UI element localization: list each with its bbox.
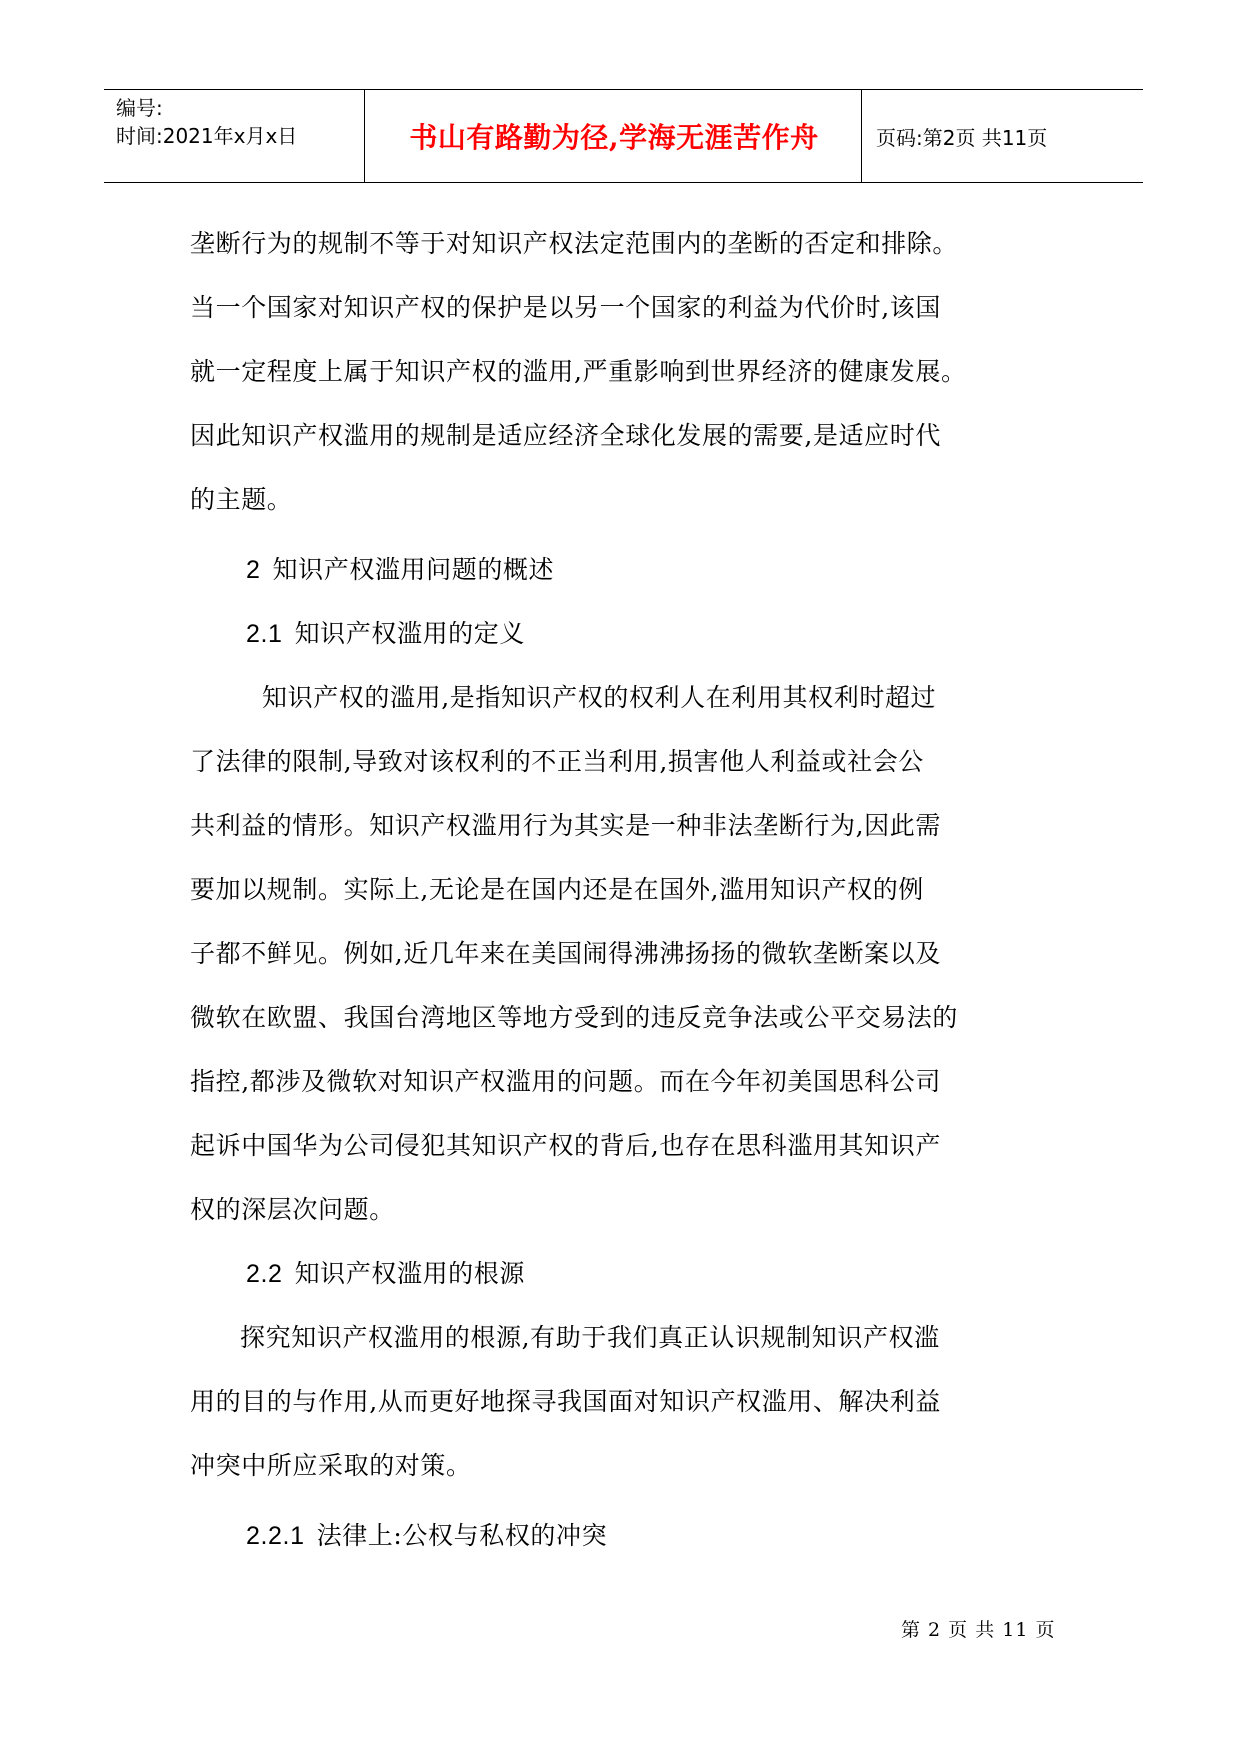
text-line: 要加以规制。实际上,无论是在国内还是在国外,滥用知识产权的例	[190, 875, 924, 904]
header-divider-left	[364, 90, 365, 182]
section-number: 2	[246, 556, 261, 584]
text-line: 用的目的与作用,从而更好地探寻我国面对知识产权滥用、解决利益	[190, 1387, 941, 1416]
document-time-label: 时间:2021年x月x日	[116, 124, 298, 148]
section-heading-2-1	[190, 602, 1090, 666]
section-heading-2	[190, 538, 1090, 602]
text-line: 指控,都涉及微软对知识产权滥用的问题。而在今年初美国思科公司	[190, 1067, 941, 1096]
section-title: 知识产权滥用的定义	[294, 619, 525, 648]
header-meta	[116, 90, 366, 182]
section-number: 2.2.1	[246, 1522, 305, 1550]
section-heading-2-2-1	[190, 1504, 1090, 1568]
paragraph-1	[190, 212, 1090, 532]
section-title: 法律上:公权与私权的冲突	[316, 1521, 608, 1550]
paragraph-2	[190, 666, 1090, 1242]
header-divider-right	[861, 90, 862, 182]
section-title: 知识产权滥用的根源	[294, 1259, 525, 1288]
text-line: 知识产权的滥用,是指知识产权的权利人在利用其权利时超过	[262, 683, 937, 712]
text-line: 因此知识产权滥用的规制是适应经济全球化发展的需要,是适应时代	[190, 421, 941, 450]
text-line: 子都不鲜见。例如,近几年来在美国闹得沸沸扬扬的微软垄断案以及	[190, 939, 941, 968]
text-line: 了法律的限制,导致对该权利的不正当利用,损害他人利益或社会公	[190, 747, 924, 776]
text-line: 权的深层次问题。	[190, 1195, 395, 1224]
text-line: 垄断行为的规制不等于对知识产权法定范围内的垄断的否定和排除。	[190, 229, 959, 258]
text-line: 冲突中所应采取的对策。	[190, 1451, 472, 1480]
paragraph-3	[190, 1306, 1090, 1498]
text-line: 的主题。	[190, 485, 293, 514]
text-line: 就一定程度上属于知识产权的滥用,严重影响到世界经济的健康发展。	[190, 357, 967, 386]
text-line: 微软在欧盟、我国台湾地区等地方受到的违反竞争法或公平交易法的	[190, 1003, 959, 1032]
section-number: 2.1	[246, 620, 283, 648]
section-title: 知识产权滥用问题的概述	[272, 555, 555, 584]
text-line: 起诉中国华为公司侵犯其知识产权的背后,也存在思科滥用其知识产	[190, 1131, 941, 1160]
text-line: 共利益的情形。知识产权滥用行为其实是一种非法垄断行为,因此需	[190, 811, 941, 840]
page-footer: 第 2 页 共 11 页	[901, 1619, 1056, 1641]
text-line: 探究知识产权滥用的根源,有助于我们真正认识规制知识产权滥	[240, 1323, 940, 1352]
page-header	[104, 89, 1143, 183]
section-heading-2-2	[190, 1242, 1090, 1306]
header-motto: 书山有路勤为径,学海无涯苦作舟	[409, 121, 819, 154]
document-number-label: 编号:	[116, 96, 163, 120]
header-page-number: 页码:第2页 共11页	[876, 125, 1048, 150]
document-body	[190, 212, 1090, 1568]
section-number: 2.2	[246, 1260, 283, 1288]
text-line: 当一个国家对知识产权的保护是以另一个国家的利益为代价时,该国	[190, 293, 941, 322]
